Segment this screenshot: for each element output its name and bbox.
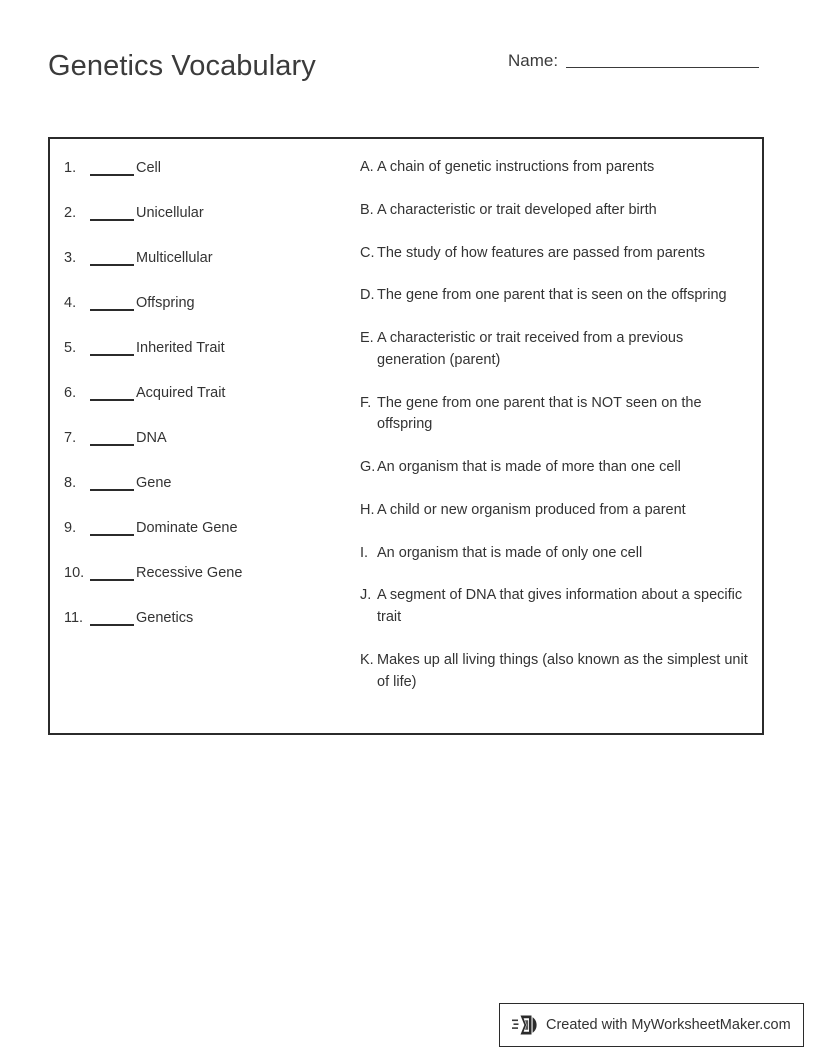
term-number: 8. xyxy=(64,475,77,492)
term-label: Offspring xyxy=(136,295,195,312)
term-answer-blank[interactable] xyxy=(90,202,134,221)
definition-letter: I. xyxy=(360,544,369,561)
worksheet-header xyxy=(0,0,816,120)
definition-text: The gene from one parent that is NOT seen on the offspring xyxy=(377,394,702,433)
definition-text: A child or new organism produced from a parent xyxy=(377,501,686,518)
definition-row xyxy=(360,500,755,522)
definition-letter: A. xyxy=(360,159,374,175)
term-number: 3. xyxy=(64,250,77,267)
term-answer-blank[interactable] xyxy=(90,247,134,266)
term-label: Cell xyxy=(136,160,161,176)
term-answer-blank[interactable] xyxy=(90,562,134,581)
term-answer-blank[interactable] xyxy=(90,427,134,446)
definition-letter: H. xyxy=(360,501,375,518)
footer-badge xyxy=(499,1003,804,1047)
definition-row xyxy=(360,650,755,694)
term-number: 2. xyxy=(64,205,77,222)
term-number: 6. xyxy=(64,385,77,402)
definition-text: A characteristic or trait received from a previous generation (parent) xyxy=(377,330,684,368)
term-row xyxy=(64,202,364,224)
term-answer-blank[interactable] xyxy=(90,337,134,356)
term-label: Dominate Gene xyxy=(136,520,238,537)
definition-letter: B. xyxy=(360,201,374,218)
term-label: Unicellular xyxy=(136,205,204,222)
page-title: Genetics Vocabulary xyxy=(48,50,316,82)
definition-letter: G. xyxy=(360,459,376,475)
term-number: 5. xyxy=(64,340,77,357)
definition-row xyxy=(360,200,755,222)
term-label: Gene xyxy=(136,475,172,492)
term-row xyxy=(64,562,364,584)
definition-row xyxy=(360,457,755,479)
term-number: 9. xyxy=(64,520,77,537)
term-label: Acquired Trait xyxy=(136,385,226,402)
term-row xyxy=(64,337,364,359)
definition-text: A characteristic or trait developed after birth xyxy=(377,201,657,218)
name-field-group xyxy=(508,52,759,71)
term-number: 11. xyxy=(64,610,84,627)
term-number: 7. xyxy=(64,430,77,447)
term-row xyxy=(64,472,364,494)
definition-row xyxy=(360,543,755,565)
definition-letter: E. xyxy=(360,330,374,346)
definition-text: An organism that is made of more than one cell xyxy=(377,459,681,475)
definition-row xyxy=(360,285,755,307)
definition-letter: K. xyxy=(360,651,374,668)
definition-letter: F. xyxy=(360,394,372,411)
definition-letter: C. xyxy=(360,244,375,261)
definition-text: A segment of DNA that gives information about a specific trait xyxy=(377,587,743,625)
term-number: 10. xyxy=(64,565,85,582)
term-row xyxy=(64,427,364,449)
term-label: Inherited Trait xyxy=(136,340,225,357)
term-number: 1. xyxy=(64,160,77,176)
term-row xyxy=(64,382,364,404)
term-answer-blank[interactable] xyxy=(90,157,134,176)
definitions-column xyxy=(360,157,755,714)
term-row xyxy=(64,247,364,269)
worksheet-maker-logo-icon xyxy=(512,1013,538,1037)
term-answer-blank[interactable] xyxy=(90,472,134,491)
term-answer-blank[interactable] xyxy=(90,607,134,626)
definition-row xyxy=(360,328,755,372)
term-answer-blank[interactable] xyxy=(90,382,134,401)
definition-text: The gene from one parent that is seen on the offspring xyxy=(377,287,727,304)
term-row xyxy=(64,292,364,314)
definition-letter: D. xyxy=(360,287,375,304)
terms-column xyxy=(64,157,364,652)
term-row xyxy=(64,157,364,179)
term-label: DNA xyxy=(136,430,167,447)
name-label: Name: xyxy=(508,51,559,70)
definition-row xyxy=(360,243,755,265)
term-answer-blank[interactable] xyxy=(90,292,134,311)
term-row xyxy=(64,607,364,629)
name-input-line[interactable] xyxy=(566,67,759,68)
definition-row xyxy=(360,585,755,629)
footer-badge-text: Created with MyWorksheetMaker.com xyxy=(546,1017,791,1033)
term-label: Multicellular xyxy=(136,250,213,267)
definition-letter: J. xyxy=(360,587,372,604)
term-answer-blank[interactable] xyxy=(90,517,134,536)
definition-text: Makes up all living things (also known as the simplest unit of life) xyxy=(377,651,748,690)
term-number: 4. xyxy=(64,295,77,312)
definition-text: The study of how features are passed from parents xyxy=(377,244,706,261)
definition-text: A chain of genetic instructions from parents xyxy=(377,159,655,175)
matching-exercise-box xyxy=(48,137,764,735)
term-label: Recessive Gene xyxy=(136,565,243,582)
term-label: Genetics xyxy=(136,610,194,627)
definition-row xyxy=(360,393,755,437)
term-row xyxy=(64,517,364,539)
definition-row xyxy=(360,157,755,179)
definition-text: An organism that is made of only one cell xyxy=(377,544,643,561)
